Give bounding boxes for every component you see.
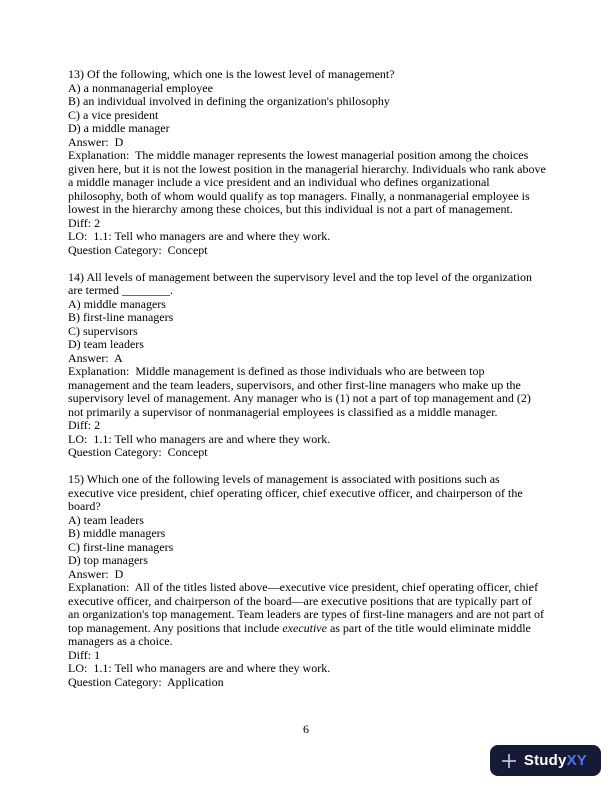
difficulty-line: Diff: 2: [68, 418, 101, 432]
learning-objective-line: LO: 1.1: Tell who managers are and where they work.: [68, 431, 331, 446]
page-content: [68, 67, 549, 689]
question-block-15: [68, 473, 546, 689]
brand-study: Study: [523, 752, 567, 769]
answer-option-a: A) middle managers: [68, 296, 166, 311]
explanation-text: [68, 581, 546, 649]
answer-option-d: D) team leaders: [68, 337, 144, 351]
answer-option-a: A) a nonmanagerial employee: [68, 80, 213, 95]
question-category-line: Question Category: Concept: [68, 445, 208, 459]
studyxy-logo: [490, 745, 601, 776]
answer-line: Answer: A: [68, 350, 123, 365]
answer-option-c: C) a vice president: [68, 107, 159, 122]
learning-objective-line: LO: 1.1: Tell who managers are and where they work.: [68, 229, 331, 243]
plus-icon: [502, 754, 516, 768]
answer-line: Answer: D: [68, 566, 124, 581]
question-category-line: Question Category: Concept: [68, 242, 208, 257]
answer-option-c: C) first-line managers: [68, 539, 174, 554]
answer-option-b: B) middle managers: [68, 526, 166, 540]
question-category-line: Question Category: Application: [68, 674, 224, 689]
answer-option-a: A) team leaders: [68, 512, 144, 527]
brand-xy: XY: [566, 752, 587, 769]
explanation-text: Explanation: The middle manager represents the lowest managerial position among the choices given here, but it is not the lowest position in the managerial hierarchy. Individuals who rank above a middle manager include a vice president and an individual who defines organizational philosophy, both of whom would qualify as top managers. Finally, a nonmanagerial employee is lowest in the hierarchy among these choices, but this individual is not a part of management.: [68, 148, 549, 216]
answer-option-d: D) a middle manager: [68, 121, 170, 135]
difficulty-line: Diff: 1: [68, 647, 101, 662]
explanation-italic-word: executive: [282, 620, 327, 635]
answer-option-b: B) first-line managers: [68, 310, 174, 324]
explanation-part: as part of the title would eliminate middle managers as a choice.: [68, 620, 534, 648]
explanation-text: Explanation: Middle management is defined as those individuals who are between top management and the team leaders, supervisors, and other first-line managers who make up the supervisory level of management. Any manager who is (1) not a part of top management and (2) not primarily a supervisor of nonmanagerial employees is classified as a middle manager.: [68, 364, 534, 419]
question-block-14: [68, 271, 546, 460]
answer-option-d: D) top managers: [68, 553, 148, 567]
explanation-part: Explanation: All of the titles listed above—executive vice president, chief operating officer, chief executive officer, and chairperson of the board—are executive positions that are typically part of an organization's top management. Team leaders are types of first-line managers and are not part of top management. Any positions that include: [68, 580, 548, 635]
question-stem: 15) Which one of the following levels of management is associated with positions such as executive vice president, chief operating officer, chief executive officer, and chairperson of the board?: [68, 472, 526, 513]
difficulty-line: Diff: 2: [68, 215, 101, 230]
page-number: 6: [303, 722, 309, 736]
answer-option-b: B) an individual involved in defining the organization's philosophy: [68, 94, 390, 108]
question-stem: 14) All levels of management between the supervisory level and the top level of the organization are termed ________.: [68, 269, 535, 297]
learning-objective-line: LO: 1.1: Tell who managers are and where they work.: [68, 661, 331, 675]
question-block-13: [68, 67, 549, 257]
brand-text: [524, 752, 587, 769]
answer-line: Answer: D: [68, 134, 124, 149]
question-stem: 13) Of the following, which one is the lowest level of management?: [68, 67, 395, 81]
answer-option-c: C) supervisors: [68, 323, 138, 338]
